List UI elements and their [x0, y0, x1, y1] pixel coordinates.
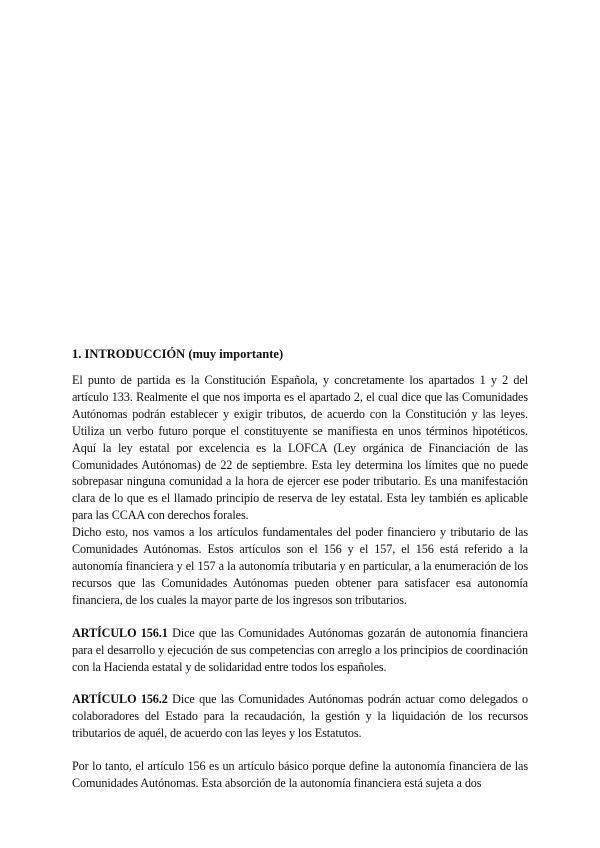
document-page — [72, 346, 528, 792]
intro-paragraph-1: El punto de partida es la Constitución Española, y concretamente los apartados 1 y 2 del artículo 133. Realmente el que nos importa es el apartado 2, el cual dice que las Comunidades Autónomas podrán establecer y exigir tributos, de acuerdo con la Constitución y las leyes. Utiliza un verbo futuro porque el constituyente se manifiesta en unos términos hipotéticos. Aquí la ley estatal por excelencia es la LOFCA (Ley orgánica de Financiación de las Comunidades Autónomas) de 22 de septiembre. Esta ley determina los límites que no puede sobrepasar ninguna comunidad a la hora de ejercer ese poder tributario. Es una manifestación clara de lo que es el llamado principio de reserva de ley estatal. Esta ley también es aplicable para las CCAA con derechos forales. — [72, 373, 528, 523]
intro-paragraph-2: Dicho esto, nos vamos a los artículos fundamentales del poder financiero y tributario de las Comunidades Autónomas. Estos artículos son el 156 y el 157, el 156 está referido a la autonomía financiera y el 157 a la autonomía tributaria y en particular, a la enumeración de los recursos que las Comunidades Autónomas pueden obtener para satisfacer esa autonomía financiera, de los cuales la mayor parte de los ingresos son tributarios. — [72, 525, 528, 607]
article-156-1-text: Dice que las Comunidades Autónomas gozarán de autonomía financiera para el desarrollo y ejecución de sus competencias con arreglo a los principios de coordinación con la Hacienda estatal y de solidaridad entre todos los españoles. — [72, 625, 528, 674]
article-156-2-text: Dice que las Comunidades Autónomas podrán actuar como delegados o colaboradores del Estado para la recaudación, la gestión y la liquidación de los recursos tributarios de aquél, de acuerdo con las leyes y los Estatutos. — [72, 692, 528, 741]
article-156-2-paragraph — [72, 691, 528, 742]
spacer — [72, 742, 528, 758]
article-156-1-paragraph — [72, 625, 528, 676]
section-heading: 1. INTRODUCCIÓN (muy importante) — [72, 347, 284, 361]
closing-paragraph: Por lo tanto, el artículo 156 es un artículo básico porque define la autonomía financiera de las Comunidades Autónomas. Esta absorción de la autonomía financiera está sujeta a dos — [72, 759, 528, 791]
spacer — [72, 609, 528, 625]
article-156-2-label: ARTÍCULO 156.2 — [72, 692, 168, 707]
spacer — [72, 675, 528, 691]
article-156-1-label: ARTÍCULO 156.1 — [72, 625, 168, 640]
